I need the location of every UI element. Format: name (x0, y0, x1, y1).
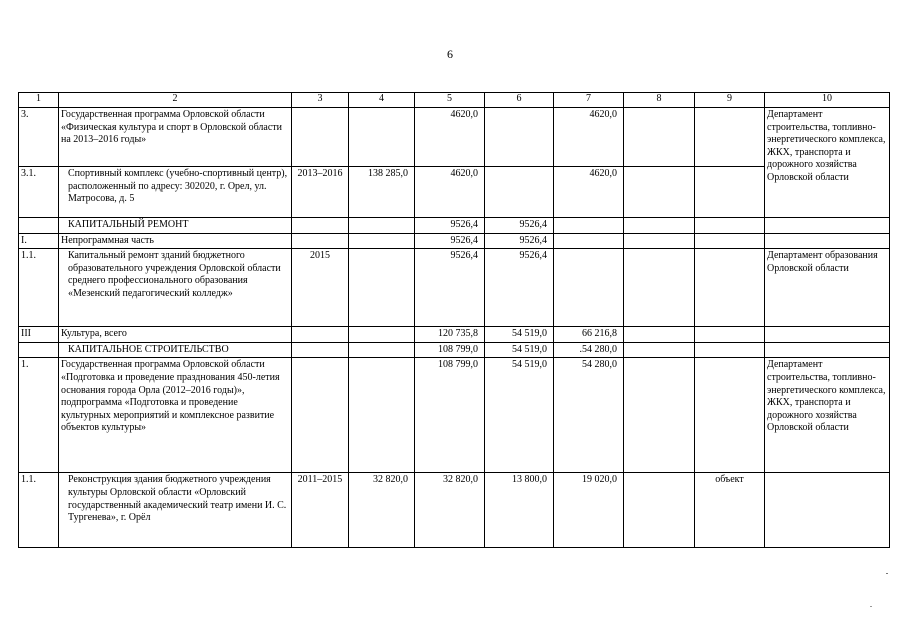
header-cell: 10 (765, 93, 890, 108)
estimated-cost-cell (349, 233, 415, 249)
header-cell: 4 (349, 93, 415, 108)
row-title: Государственная программа Орловской области «Подготовка и проведение празднования 450-летия основания города Орла (2012–2016 годы)», подпрограмма «Подготовка и проведение культурных мероприятий и комплексное развитие объектов культуры» (59, 358, 292, 473)
row-title: Спортивный комплекс (учебно-спортивный центр), расположенный по адресу: 302020, г. Орел, ул. Матросова, д. 5 (59, 167, 292, 218)
years-cell (292, 218, 349, 234)
value-col5: 4620,0 (415, 108, 485, 167)
page-number: 6 (447, 47, 453, 61)
value-col7: 4620,0 (554, 167, 624, 218)
table-row (19, 327, 890, 343)
value-col6 (485, 167, 554, 218)
value-col8 (624, 167, 695, 218)
department-cell (765, 233, 890, 249)
value-col7: 54 280,0 (554, 358, 624, 473)
value-col7: 4620,0 (554, 108, 624, 167)
value-col6: 9526,4 (485, 218, 554, 234)
value-col8 (624, 218, 695, 234)
department-cell (765, 342, 890, 358)
value-col5: 108 799,0 (415, 342, 485, 358)
value-col6: 13 800,0 (485, 473, 554, 548)
table-row (19, 249, 890, 327)
years-cell: 2013–2016 (292, 167, 349, 218)
table-row (19, 342, 890, 358)
years-cell (292, 342, 349, 358)
scan-speck (870, 606, 872, 607)
header-cell: 1 (19, 93, 59, 108)
row-number: I. (19, 233, 59, 249)
value-col5: 9526,4 (415, 233, 485, 249)
years-cell (292, 327, 349, 343)
value-col5: 9526,4 (415, 218, 485, 234)
value-col9 (695, 233, 765, 249)
row-number: 1.1. (19, 249, 59, 327)
estimated-cost-cell: 138 285,0 (349, 167, 415, 218)
estimated-cost-cell: 32 820,0 (349, 473, 415, 548)
header-cell: 5 (415, 93, 485, 108)
row-title: Культура, всего (59, 327, 292, 343)
department-cell (765, 473, 890, 548)
table-header-row (19, 93, 890, 108)
years-cell: 2011–2015 (292, 473, 349, 548)
scan-speck (886, 573, 888, 574)
value-col9 (695, 108, 765, 167)
value-col6: 9526,4 (485, 249, 554, 327)
header-cell: 9 (695, 93, 765, 108)
row-title: Реконструкция здания бюджетного учреждения культуры Орловской области «Орловский государственный академический театр имени И. С. Тургенева», г. Орёл (59, 473, 292, 548)
row-number: 1. (19, 358, 59, 473)
row-number (19, 218, 59, 234)
value-col5: 4620,0 (415, 167, 485, 218)
years-cell (292, 358, 349, 473)
estimated-cost-cell (349, 108, 415, 167)
row-number: 3.1. (19, 167, 59, 218)
value-col6: 54 519,0 (485, 358, 554, 473)
value-col8 (624, 358, 695, 473)
table-row (19, 473, 890, 548)
value-col6: 54 519,0 (485, 342, 554, 358)
value-col7: .54 280,0 (554, 342, 624, 358)
estimated-cost-cell (349, 327, 415, 343)
department-cell: Департамент образования Орловской области (765, 249, 890, 327)
department-cell (765, 218, 890, 234)
value-col7: 19 020,0 (554, 473, 624, 548)
header-cell: 6 (485, 93, 554, 108)
row-title: Капитальный ремонт зданий бюджетного образовательного учреждения Орловской области среднего профессионального образования «Мезенский педагогический колледж» (59, 249, 292, 327)
table-row (19, 358, 890, 473)
value-col9: объект (695, 473, 765, 548)
estimated-cost-cell (349, 218, 415, 234)
row-number: III (19, 327, 59, 343)
value-col9 (695, 327, 765, 343)
row-title: Государственная программа Орловской области «Физическая культура и спорт в Орловской области на 2013–2016 годы» (59, 108, 292, 167)
value-col7 (554, 233, 624, 249)
header-cell: 8 (624, 93, 695, 108)
value-col5: 32 820,0 (415, 473, 485, 548)
value-col6: 54 519,0 (485, 327, 554, 343)
estimated-cost-cell (349, 342, 415, 358)
value-col5: 120 735,8 (415, 327, 485, 343)
value-col8 (624, 233, 695, 249)
value-col6 (485, 108, 554, 167)
department-cell: Департамент строительства, топливно-энергетического комплекса, ЖКХ, транспорта и дорожного хозяйства Орловской области (765, 108, 890, 218)
value-col8 (624, 327, 695, 343)
value-col9 (695, 358, 765, 473)
value-col9 (695, 249, 765, 327)
row-number: 3. (19, 108, 59, 167)
row-title: Непрограммная часть (59, 233, 292, 249)
estimated-cost-cell (349, 358, 415, 473)
value-col8 (624, 108, 695, 167)
table-row (19, 233, 890, 249)
section-title: КАПИТАЛЬНЫЙ РЕМОНТ (59, 218, 292, 234)
row-number: 1.1. (19, 473, 59, 548)
value-col9 (695, 167, 765, 218)
value-col8 (624, 249, 695, 327)
section-title: КАПИТАЛЬНОЕ СТРОИТЕЛЬСТВО (59, 342, 292, 358)
table-row (19, 218, 890, 234)
value-col9 (695, 342, 765, 358)
value-col6: 9526,4 (485, 233, 554, 249)
data-table (18, 92, 890, 548)
department-cell: Департамент строительства, топливно-энергетического комплекса, ЖКХ, транспорта и дорожного хозяйства Орловской области (765, 358, 890, 473)
value-col7 (554, 249, 624, 327)
value-col8 (624, 342, 695, 358)
value-col7: 66 216,8 (554, 327, 624, 343)
header-cell: 7 (554, 93, 624, 108)
estimated-cost-cell (349, 249, 415, 327)
row-number (19, 342, 59, 358)
value-col5: 108 799,0 (415, 358, 485, 473)
table-row (19, 108, 890, 167)
value-col8 (624, 473, 695, 548)
value-col5: 9526,4 (415, 249, 485, 327)
years-cell: 2015 (292, 249, 349, 327)
department-cell (765, 327, 890, 343)
value-col7 (554, 218, 624, 234)
header-cell: 3 (292, 93, 349, 108)
years-cell (292, 233, 349, 249)
table-row (19, 167, 890, 218)
header-cell: 2 (59, 93, 292, 108)
value-col9 (695, 218, 765, 234)
years-cell (292, 108, 349, 167)
